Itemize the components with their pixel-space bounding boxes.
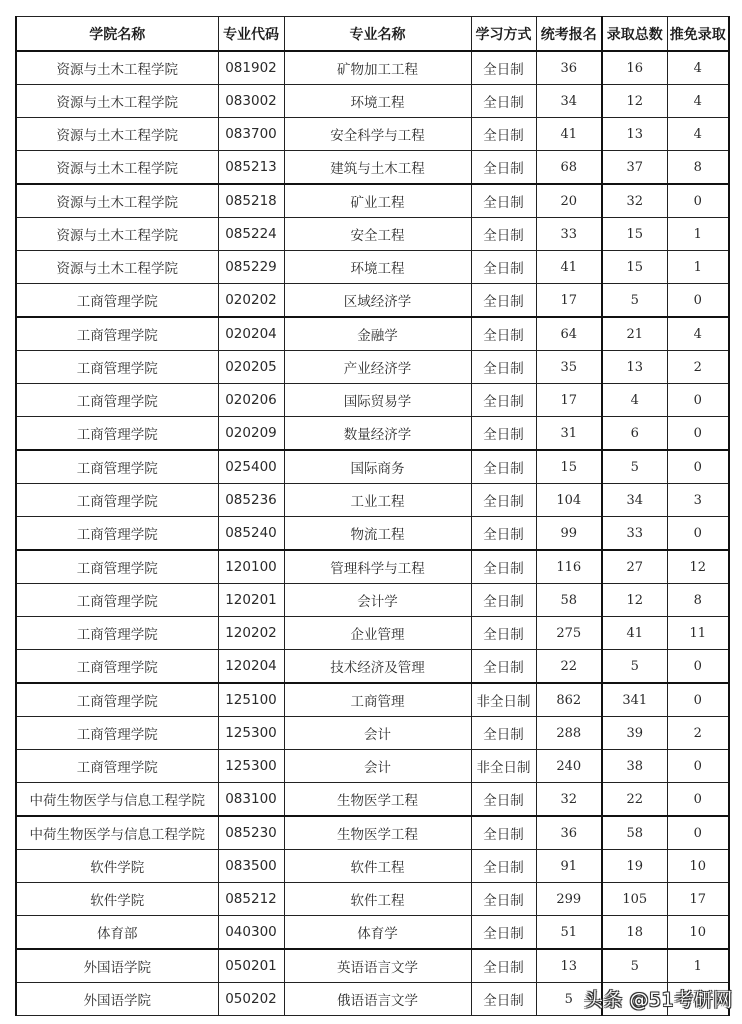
cell-mode: 全日制: [471, 550, 536, 584]
cell-college: 工商管理学院: [16, 650, 218, 684]
cell-college: 工商管理学院: [16, 584, 218, 617]
cell-applicants: 34: [536, 85, 602, 118]
cell-major: 软件工程: [284, 883, 471, 916]
cell-mode: 全日制: [471, 51, 536, 85]
cell-admitted: 4: [602, 384, 667, 417]
cell-college: 工商管理学院: [16, 351, 218, 384]
cell-admitted: 27: [602, 550, 667, 584]
cell-code: 125300: [218, 717, 284, 750]
cell-college: 外国语学院: [16, 949, 218, 983]
cell-exempt: 0: [667, 284, 729, 318]
cell-code: 020204: [218, 317, 284, 351]
cell-college: 工商管理学院: [16, 717, 218, 750]
cell-admitted: 13: [602, 118, 667, 151]
cell-admitted: 21: [602, 317, 667, 351]
table-row: [16, 284, 729, 318]
cell-mode: 全日制: [471, 949, 536, 983]
cell-college: 工商管理学院: [16, 617, 218, 650]
cell-mode: 全日制: [471, 650, 536, 684]
table-row: [16, 816, 729, 850]
cell-mode: 全日制: [471, 85, 536, 118]
table-row: [16, 717, 729, 750]
cell-college: 工商管理学院: [16, 450, 218, 484]
table-header-row: [16, 17, 729, 52]
cell-admitted: 15: [602, 251, 667, 284]
admissions-table: [15, 16, 730, 1016]
header-college: 学院名称: [16, 17, 218, 52]
cell-applicants: 64: [536, 317, 602, 351]
cell-mode: 全日制: [471, 450, 536, 484]
table-row: [16, 783, 729, 817]
cell-major: 数量经济学: [284, 417, 471, 451]
cell-major: 会计: [284, 717, 471, 750]
cell-major: 区域经济学: [284, 284, 471, 318]
cell-major: 安全科学与工程: [284, 118, 471, 151]
cell-exempt: 0: [667, 417, 729, 451]
cell-code: 050201: [218, 949, 284, 983]
cell-exempt: 8: [667, 151, 729, 185]
cell-college: 工商管理学院: [16, 550, 218, 584]
cell-code: 081902: [218, 51, 284, 85]
header-code: 专业代码: [218, 17, 284, 52]
cell-applicants: 17: [536, 284, 602, 318]
table-row: [16, 351, 729, 384]
cell-mode: 全日制: [471, 251, 536, 284]
cell-college: 中荷生物医学与信息工程学院: [16, 783, 218, 817]
cell-major: 工商管理: [284, 683, 471, 717]
cell-admitted: 38: [602, 750, 667, 783]
cell-exempt: 0: [667, 450, 729, 484]
table-row: [16, 750, 729, 783]
table-row: [16, 949, 729, 983]
table-row: [16, 151, 729, 185]
cell-major: 会计: [284, 750, 471, 783]
cell-college: 资源与土木工程学院: [16, 218, 218, 251]
cell-code: 085240: [218, 517, 284, 551]
cell-exempt: 0: [667, 750, 729, 783]
cell-college: 工商管理学院: [16, 750, 218, 783]
cell-mode: 全日制: [471, 883, 536, 916]
cell-mode: 全日制: [471, 417, 536, 451]
cell-major: 矿业工程: [284, 184, 471, 218]
table-row: [16, 683, 729, 717]
cell-exempt: 0: [667, 816, 729, 850]
cell-admitted: 341: [602, 683, 667, 717]
cell-applicants: 13: [536, 949, 602, 983]
cell-major: 工业工程: [284, 484, 471, 517]
cell-applicants: 36: [536, 816, 602, 850]
cell-college: 资源与土木工程学院: [16, 85, 218, 118]
cell-major: 金融学: [284, 317, 471, 351]
cell-admitted: 12: [602, 584, 667, 617]
cell-code: 083500: [218, 850, 284, 883]
cell-college: 资源与土木工程学院: [16, 118, 218, 151]
cell-applicants: 91: [536, 850, 602, 883]
cell-exempt: 11: [667, 617, 729, 650]
cell-college: 外国语学院: [16, 983, 218, 1016]
cell-college: 工商管理学院: [16, 384, 218, 417]
cell-mode: 全日制: [471, 816, 536, 850]
cell-major: 国际商务: [284, 450, 471, 484]
cell-code: 085236: [218, 484, 284, 517]
cell-admitted: 41: [602, 617, 667, 650]
table-row: [16, 118, 729, 151]
cell-exempt: 3: [667, 484, 729, 517]
cell-exempt: 10: [667, 850, 729, 883]
cell-major: 技术经济及管理: [284, 650, 471, 684]
cell-mode: 全日制: [471, 317, 536, 351]
cell-mode: 非全日制: [471, 683, 536, 717]
cell-exempt: 17: [667, 883, 729, 916]
cell-major: 管理科学与工程: [284, 550, 471, 584]
cell-college: 体育部: [16, 916, 218, 950]
table-row: [16, 517, 729, 551]
cell-mode: 全日制: [471, 484, 536, 517]
cell-mode: 全日制: [471, 384, 536, 417]
cell-college: 软件学院: [16, 883, 218, 916]
cell-exempt: 1: [667, 251, 729, 284]
cell-exempt: 1: [667, 218, 729, 251]
admissions-table-container: [15, 16, 730, 1016]
cell-exempt: 4: [667, 118, 729, 151]
cell-college: 资源与土木工程学院: [16, 251, 218, 284]
cell-admitted: 6: [602, 417, 667, 451]
cell-major: 建筑与土木工程: [284, 151, 471, 185]
table-row: [16, 916, 729, 950]
cell-major: 体育学: [284, 916, 471, 950]
cell-mode: 全日制: [471, 584, 536, 617]
cell-code: 040300: [218, 916, 284, 950]
cell-applicants: 17: [536, 384, 602, 417]
cell-admitted: 19: [602, 850, 667, 883]
cell-exempt: 2: [667, 351, 729, 384]
cell-college: 工商管理学院: [16, 417, 218, 451]
cell-applicants: 41: [536, 251, 602, 284]
cell-major: 物流工程: [284, 517, 471, 551]
cell-applicants: 32: [536, 783, 602, 817]
cell-major: 安全工程: [284, 218, 471, 251]
cell-major: 俄语语言文学: [284, 983, 471, 1016]
cell-mode: 全日制: [471, 850, 536, 883]
cell-exempt: 0: [667, 650, 729, 684]
table-body: [16, 51, 729, 1016]
table-row: [16, 650, 729, 684]
cell-exempt: 10: [667, 916, 729, 950]
cell-code: 120100: [218, 550, 284, 584]
cell-code: 083002: [218, 85, 284, 118]
table-row: [16, 417, 729, 451]
table-row: [16, 184, 729, 218]
cell-code: 085212: [218, 883, 284, 916]
table-row: [16, 617, 729, 650]
cell-code: 020202: [218, 284, 284, 318]
table-row: [16, 850, 729, 883]
table-row: [16, 584, 729, 617]
cell-code: 050202: [218, 983, 284, 1016]
cell-mode: 全日制: [471, 783, 536, 817]
cell-admitted: 33: [602, 517, 667, 551]
cell-code: 125100: [218, 683, 284, 717]
cell-major: 国际贸易学: [284, 384, 471, 417]
cell-mode: 全日制: [471, 351, 536, 384]
cell-applicants: 22: [536, 650, 602, 684]
cell-mode: 全日制: [471, 983, 536, 1016]
cell-code: 020206: [218, 384, 284, 417]
table-row: [16, 450, 729, 484]
cell-code: 085213: [218, 151, 284, 185]
header-admitted: 录取总数: [602, 17, 667, 52]
cell-major: 软件工程: [284, 850, 471, 883]
table-row: [16, 51, 729, 85]
header-applicants: 统考报名: [536, 17, 602, 52]
cell-applicants: 5: [536, 983, 602, 1016]
cell-code: 025400: [218, 450, 284, 484]
cell-admitted: 34: [602, 484, 667, 517]
cell-applicants: 15: [536, 450, 602, 484]
cell-mode: 全日制: [471, 118, 536, 151]
cell-exempt: 0: [667, 683, 729, 717]
cell-applicants: 36: [536, 51, 602, 85]
cell-college: 工商管理学院: [16, 484, 218, 517]
cell-exempt: 8: [667, 584, 729, 617]
cell-major: 英语语言文学: [284, 949, 471, 983]
cell-code: 125300: [218, 750, 284, 783]
cell-exempt: 0: [667, 783, 729, 817]
cell-exempt: 4: [667, 85, 729, 118]
cell-admitted: 105: [602, 883, 667, 916]
cell-college: 工商管理学院: [16, 317, 218, 351]
cell-exempt: 2: [667, 717, 729, 750]
watermark-text: 头条 @51考研网: [584, 989, 733, 1011]
cell-applicants: 299: [536, 883, 602, 916]
cell-applicants: 35: [536, 351, 602, 384]
cell-exempt: 0: [667, 184, 729, 218]
cell-admitted: 15: [602, 218, 667, 251]
cell-major: 生物医学工程: [284, 816, 471, 850]
cell-admitted: 58: [602, 816, 667, 850]
cell-college: 资源与土木工程学院: [16, 184, 218, 218]
cell-applicants: 33: [536, 218, 602, 251]
cell-code: 120204: [218, 650, 284, 684]
cell-major: 产业经济学: [284, 351, 471, 384]
cell-code: 020205: [218, 351, 284, 384]
cell-college: 软件学院: [16, 850, 218, 883]
cell-code: 120202: [218, 617, 284, 650]
table-row: [16, 251, 729, 284]
cell-mode: 全日制: [471, 184, 536, 218]
cell-applicants: 31: [536, 417, 602, 451]
cell-code: 085230: [218, 816, 284, 850]
cell-admitted: 5: [602, 450, 667, 484]
cell-admitted: 18: [602, 916, 667, 950]
cell-applicants: 862: [536, 683, 602, 717]
cell-major: 企业管理: [284, 617, 471, 650]
cell-admitted: 22: [602, 783, 667, 817]
cell-applicants: 68: [536, 151, 602, 185]
table-row: [16, 883, 729, 916]
cell-exempt: 4: [667, 317, 729, 351]
cell-mode: 非全日制: [471, 750, 536, 783]
header-exempt: 推免录取: [667, 17, 729, 52]
cell-code: 085218: [218, 184, 284, 218]
cell-mode: 全日制: [471, 151, 536, 185]
cell-admitted: 5: [602, 284, 667, 318]
cell-major: 环境工程: [284, 85, 471, 118]
cell-code: 085229: [218, 251, 284, 284]
cell-exempt: 0: [667, 384, 729, 417]
table-row: [16, 384, 729, 417]
cell-admitted: 5: [602, 650, 667, 684]
header-mode: 学习方式: [471, 17, 536, 52]
cell-major: 环境工程: [284, 251, 471, 284]
header-major: 专业名称: [284, 17, 471, 52]
cell-code: 083700: [218, 118, 284, 151]
cell-applicants: 240: [536, 750, 602, 783]
cell-college: 资源与土木工程学院: [16, 151, 218, 185]
cell-major: 矿物加工工程: [284, 51, 471, 85]
cell-admitted: 32: [602, 184, 667, 218]
cell-college: 工商管理学院: [16, 517, 218, 551]
cell-mode: 全日制: [471, 717, 536, 750]
cell-code: 083100: [218, 783, 284, 817]
table-row: [16, 218, 729, 251]
cell-mode: 全日制: [471, 284, 536, 318]
cell-mode: 全日制: [471, 617, 536, 650]
cell-college: 中荷生物医学与信息工程学院: [16, 816, 218, 850]
cell-admitted: 13: [602, 351, 667, 384]
cell-applicants: 288: [536, 717, 602, 750]
cell-admitted: 12: [602, 85, 667, 118]
cell-major: 生物医学工程: [284, 783, 471, 817]
table-row: [16, 85, 729, 118]
cell-applicants: 99: [536, 517, 602, 551]
cell-exempt: 12: [667, 550, 729, 584]
cell-admitted: 39: [602, 717, 667, 750]
table-row: [16, 484, 729, 517]
cell-mode: 全日制: [471, 517, 536, 551]
cell-applicants: 51: [536, 916, 602, 950]
cell-applicants: 41: [536, 118, 602, 151]
cell-college: 工商管理学院: [16, 683, 218, 717]
cell-exempt: 4: [667, 51, 729, 85]
cell-applicants: 116: [536, 550, 602, 584]
cell-mode: 全日制: [471, 218, 536, 251]
cell-admitted: 5: [602, 949, 667, 983]
cell-code: 020209: [218, 417, 284, 451]
table-row: [16, 317, 729, 351]
cell-college: 资源与土木工程学院: [16, 51, 218, 85]
table-row: [16, 550, 729, 584]
cell-admitted: 37: [602, 151, 667, 185]
cell-code: 085224: [218, 218, 284, 251]
cell-applicants: 20: [536, 184, 602, 218]
cell-applicants: 104: [536, 484, 602, 517]
cell-major: 会计学: [284, 584, 471, 617]
cell-applicants: 58: [536, 584, 602, 617]
cell-applicants: 275: [536, 617, 602, 650]
cell-mode: 全日制: [471, 916, 536, 950]
cell-exempt: 0: [667, 517, 729, 551]
cell-exempt: 1: [667, 949, 729, 983]
cell-college: 工商管理学院: [16, 284, 218, 318]
cell-code: 120201: [218, 584, 284, 617]
cell-admitted: 16: [602, 51, 667, 85]
